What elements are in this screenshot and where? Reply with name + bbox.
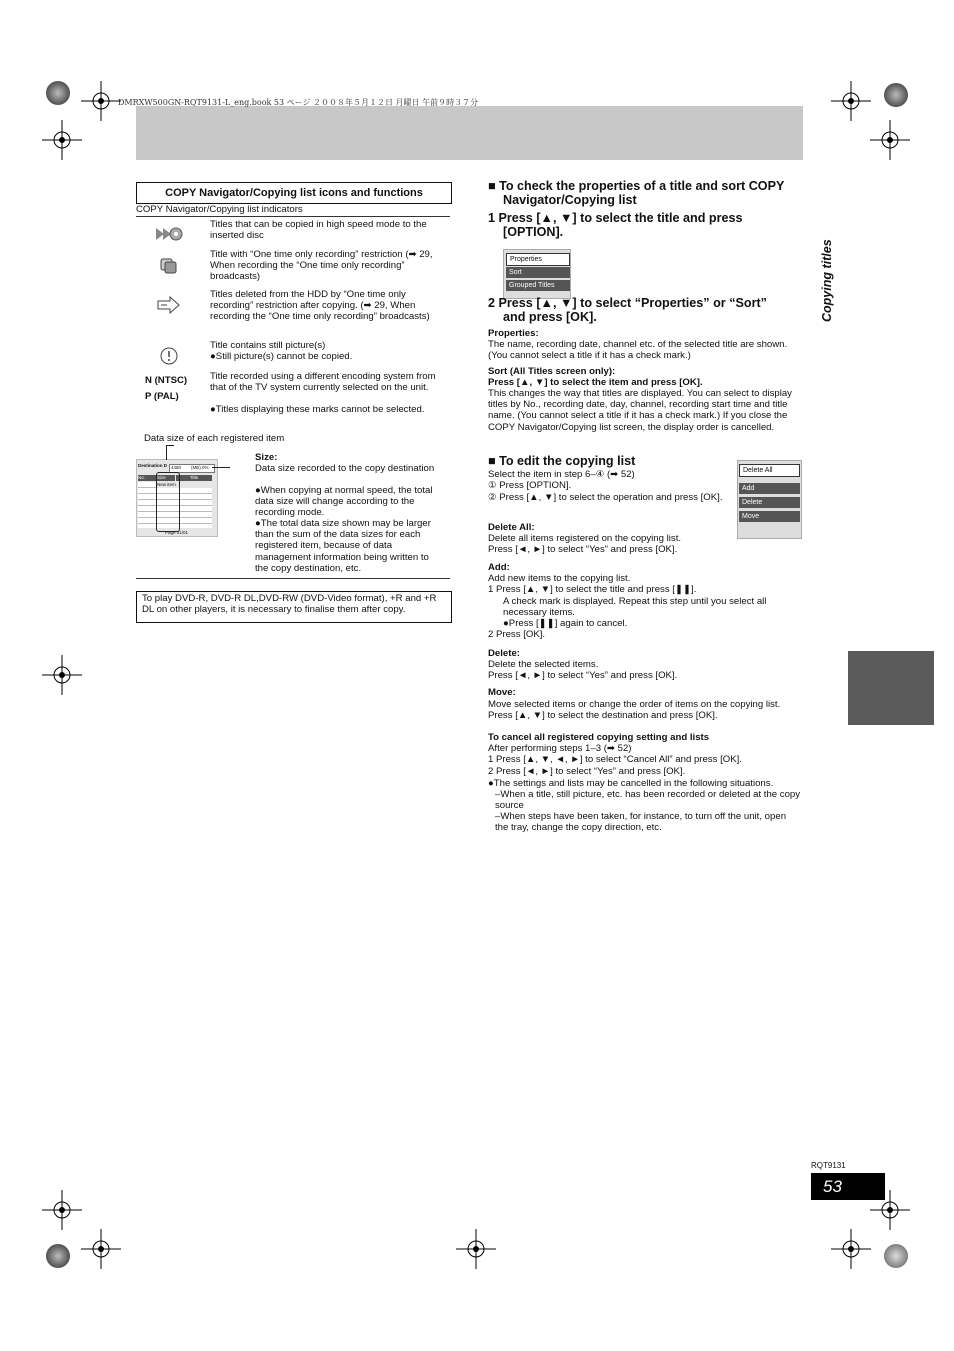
registration-mark-icon: [831, 1229, 871, 1269]
section-box-title: COPY Navigator/Copying list icons and functions: [136, 182, 452, 204]
color-target-icon: [46, 1244, 70, 1268]
thumb-page: Page 01/01: [165, 530, 189, 535]
page-number-box: [811, 1173, 885, 1200]
still-picture-icon: [160, 347, 178, 370]
color-target-icon: [884, 1244, 908, 1268]
header-band: [136, 106, 803, 160]
high-speed-copy-icon: [155, 226, 183, 247]
edit-step-2: ② Press [▲, ▼] to select the operation and press [OK].: [488, 492, 723, 503]
thumb-destination: Destination D: [138, 463, 168, 468]
step-2b: and press [OK].: [503, 310, 597, 324]
size-heading: Size:: [255, 452, 278, 463]
row-4-text: Title contains still picture(s): [210, 340, 326, 351]
option-menu: [503, 249, 571, 299]
deleteall-text-1: Delete all items registered on the copying list.: [488, 533, 682, 544]
menu-delete-all[interactable]: Delete All: [739, 464, 800, 477]
add-text-4: ●Press [❚❚] again to cancel.: [503, 618, 628, 629]
registration-mark-icon: [81, 81, 121, 121]
edit-menu: [737, 460, 802, 539]
print-info: DMRXW500GN-RQT9131-L_eng.book 53 ページ ２００８年５月１２日 月曜日 午前９時３７分: [118, 98, 479, 107]
add-heading: Add:: [488, 562, 510, 573]
option-grouped-titles[interactable]: Grouped Titles: [506, 280, 570, 291]
sort-heading: Sort (All Titles screen only):: [488, 366, 616, 377]
sort-heading-2: Press [▲, ▼] to select the item and press [OK].: [488, 377, 703, 388]
finalise-note: To play DVD-R, DVD-R DL,DVD-RW (DVD-Video format), +R and +R DL on other players, it is necessary to finalise them after copy.: [136, 591, 452, 623]
thumb-remain: (MB) 0%: [191, 465, 209, 470]
properties-text: The name, recording date, channel etc. of the selected title are shown. (You cannot select a title if it has a check mark.): [488, 339, 788, 362]
deleted-title-icon: [157, 296, 181, 319]
thumb-capacity: 4480: [171, 465, 182, 470]
step-2: 2 Press [▲, ▼] to select “Properties” or “Sort”: [488, 296, 767, 310]
thumb-size: Size: [157, 475, 175, 481]
color-target-icon: [884, 83, 908, 107]
row-2-text: Title with “One time only recording” restriction (➡ 29, When recording the “One time only recording” broadcasts): [210, 249, 433, 283]
cancel-text-4: ●The settings and lists may be cancelled in the following situations.: [488, 778, 774, 789]
registration-mark-icon: [42, 655, 82, 695]
properties-heading: Properties:: [488, 328, 539, 339]
data-size-label: Data size of each registered item: [144, 433, 285, 444]
model-code: RQT9131: [811, 1161, 846, 1170]
step-1: 1 Press [▲, ▼] to select the title and press: [488, 211, 743, 225]
thumb-title: Title: [176, 475, 212, 481]
cancel-heading: To cancel all registered copying setting and lists: [488, 732, 710, 743]
registration-mark-icon: [456, 1229, 496, 1269]
one-time-recording-icon: [160, 258, 178, 279]
registration-mark-icon: [81, 1229, 121, 1269]
move-heading: Move:: [488, 687, 516, 698]
row-3-text: Titles deleted from the HDD by “One time only recording” restriction after copying. (➡ 29, When recording the “One time only recording” broadcasts): [210, 289, 430, 323]
size-bullet-1: ●When copying at normal speed, the total data size will change according to the recording mode.: [255, 485, 433, 519]
row-5-text: Title recorded using a different encoding system from that of the TV system currently selected on the unit.: [210, 371, 436, 394]
add-text-3: A check mark is displayed. Repeat this step until you select all necessary items.: [503, 596, 767, 619]
section-tab: [848, 651, 934, 725]
menu-delete[interactable]: Delete: [739, 497, 800, 508]
cancel-text-3: 2 Press [◄, ►] to select “Yes” and press [OK].: [488, 766, 686, 777]
step-1b: [OPTION].: [503, 225, 564, 239]
deleteall-heading: Delete All:: [488, 522, 535, 533]
edit-step-1: ① Press [OPTION].: [488, 480, 572, 491]
delete-text-1: Delete the selected items.: [488, 659, 599, 670]
color-target-icon: [46, 81, 70, 105]
menu-add[interactable]: Add: [739, 483, 800, 494]
delete-heading: Delete:: [488, 648, 520, 659]
registration-mark-icon: [831, 81, 871, 121]
move-text-2: Press [▲, ▼] to select the destination and press [OK].: [488, 710, 718, 721]
sort-text: This changes the way that titles are displayed. You can select to display titles by No., recording date, day, channel, recording start time and title name. (You cannot select a title if it has a check mark.) If you close the COPY Navigator/Copying list screen, the display order is cancelled.: [488, 388, 792, 433]
row-4-bullet: ●Still picture(s) cannot be copied.: [210, 351, 353, 362]
menu-move[interactable]: Move: [739, 511, 800, 522]
indicators-label: COPY Navigator/Copying list indicators: [136, 204, 303, 215]
heading-properties-sort-2: Navigator/Copying list: [503, 193, 637, 207]
cancel-text-2: 1 Press [▲, ▼, ◄, ►] to select “Cancel All” and press [OK].: [488, 754, 742, 765]
thumb-newitem: New item: [157, 482, 176, 487]
deleteall-text-2: Press [◄, ►] to select “Yes” and press [OK].: [488, 544, 678, 555]
add-text-2: 1 Press [▲, ▼] to select the title and press [❚❚].: [488, 584, 697, 595]
side-label: Copying titles: [820, 239, 834, 322]
ntsc-mark: N (NTSC): [145, 375, 188, 386]
move-text-1: Move selected items or change the order of items on the copying list.: [488, 699, 781, 710]
thumb-no: No.: [138, 475, 156, 481]
delete-text-2: Press [◄, ►] to select “Yes” and press [OK].: [488, 670, 678, 681]
option-properties[interactable]: Properties: [506, 253, 570, 266]
cancel-text-1: After performing steps 1–3 (➡ 52): [488, 743, 632, 754]
pal-mark: P (PAL): [145, 391, 179, 402]
cancel-text-6: –When steps have been taken, for instance, to turn off the unit, open the tray, change the copy direction, etc.: [495, 811, 787, 834]
registration-mark-icon: [42, 120, 82, 160]
heading-edit-list: ■ To edit the copying list: [488, 454, 636, 468]
option-sort[interactable]: Sort: [506, 267, 570, 278]
copying-list-screen-thumbnail: [136, 459, 218, 537]
registration-mark-icon: [870, 120, 910, 160]
add-text-5: 2 Press [OK].: [488, 629, 546, 640]
page-number: 53: [823, 1177, 842, 1196]
size-text: Data size recorded to the copy destination: [255, 463, 435, 474]
cancel-text-5: –When a title, still picture, etc. has been recorded or deleted at the copy source: [495, 789, 801, 812]
heading-properties-sort: ■ To check the properties of a title and sort COPY: [488, 179, 785, 193]
registration-mark-icon: [42, 1190, 82, 1230]
row-5-bullet: ●Titles displaying these marks cannot be selected.: [210, 404, 425, 415]
size-bullet-2: ●The total data size shown may be larger than the sum of the data sizes for each registered item, because of data management information being written to the copy destination, etc.: [255, 518, 431, 574]
edit-intro: Select the item in step 6–④ (➡ 52): [488, 469, 635, 480]
row-1-text: Titles that can be copied in high speed mode to the inserted disc: [210, 219, 427, 242]
add-text-1: Add new items to the copying list.: [488, 573, 631, 584]
